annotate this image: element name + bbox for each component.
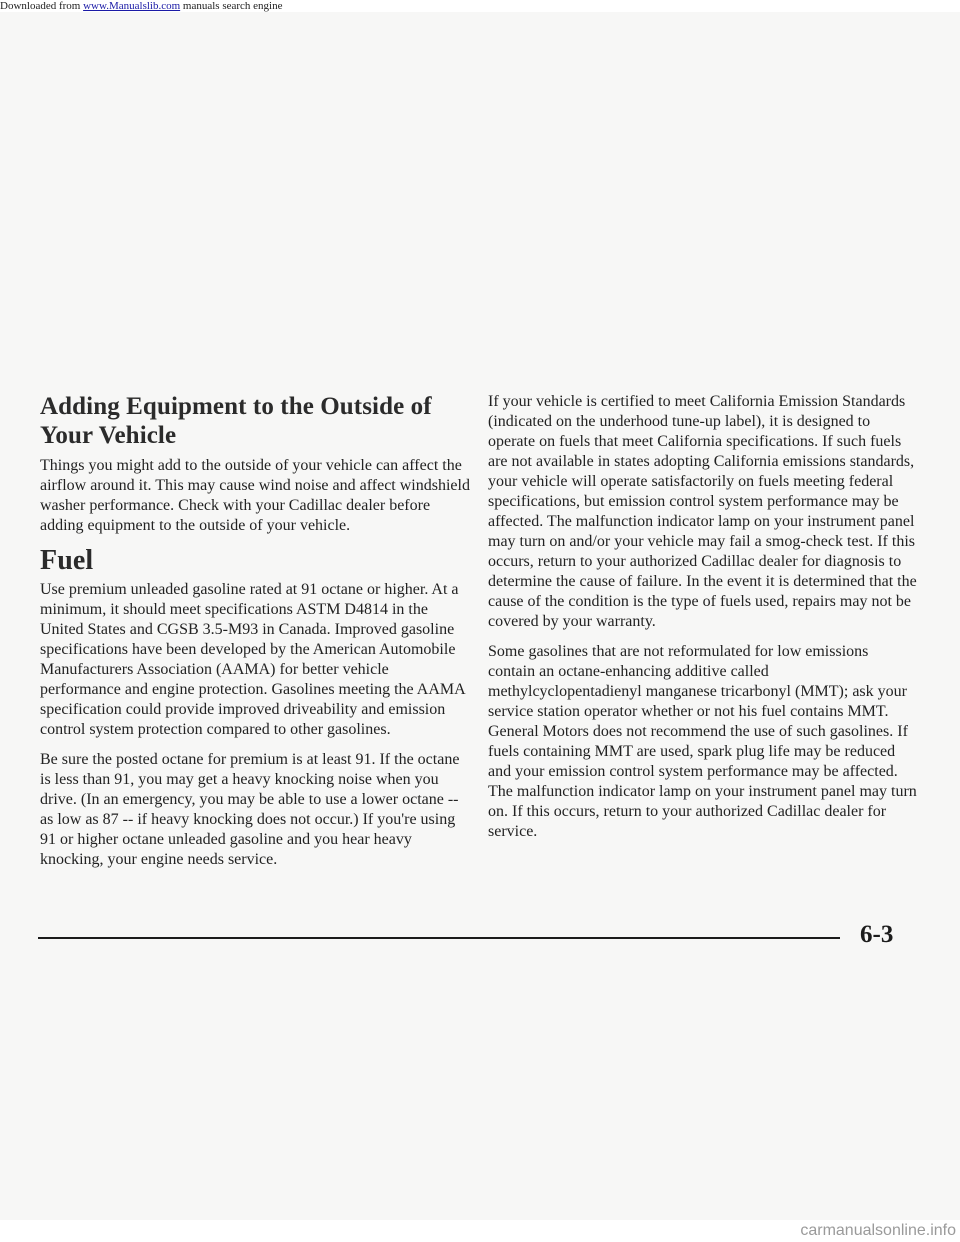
manual-page: [0, 12, 960, 1220]
banner-prefix: Downloaded from: [0, 0, 84, 12]
download-banner: [0, 0, 960, 12]
right-column: [488, 392, 918, 842]
page-number: 6-3: [860, 921, 894, 948]
paragraph-adding-equipment: Things you might add to the outside of your vehicle can affect the airflow around it. This may cause wind noise and affect windshield washer performance. Check with your Cadillac dealer before adding equipment to the outside of your vehicle.: [40, 457, 470, 534]
footer-watermark: [0, 1220, 960, 1242]
left-column: [40, 392, 470, 870]
footer-watermark-text: carmanualsonline.info: [800, 1222, 956, 1239]
paragraph-california-emission: If your vehicle is certified to meet California Emission Standards (indicated on the underhood tune-up label), it is designed to operate on fuels that meet California specifications. If such fuels are not available in states adopting California emissions standards, your vehicle will operate satisfactorily on fuels meeting federal specifications, but emission control system performance may be affected. The malfunction indicator lamp on your instrument panel may turn on and/or your vehicle may fail a smog-check test. If this occurs, return to your authorized Cadillac dealer for diagnosis to determine the cause of failure. In the event it is determined that the cause of the condition is the type of fuels used, repairs may not be covered by your warranty.: [488, 393, 917, 630]
heading-adding-equipment: Adding Equipment to the Outside of Your Vehicle: [40, 393, 432, 449]
paragraph-mmt: Some gasolines that are not reformulated for low emissions contain an octane-enhancing additive called methylcyclopentadienyl manganese tricarbonyl (MMT); ask your service station operator whether or not his fuel contains MMT. General Motors does not recommend the use of such gasolines. If fuels containing MMT are used, spark plug life may be reduced and your emission control system performance may be affected. The malfunction indicator lamp on your instrument panel may turn on. If this occurs, return to your authorized Cadillac dealer for service.: [488, 643, 917, 840]
paragraph-octane: Be sure the posted octane for premium is at least 91. If the octane is less than 91, you may get a heavy knocking noise when you drive. (In an emergency, you may be able to use a lower octane -- as low as 87 -- if heavy knocking does not occur.) If you're using 91 or higher octane unleaded gasoline and you hear heavy knocking, your engine needs service.: [40, 751, 460, 868]
banner-suffix: manuals search engine: [180, 0, 283, 12]
manualslib-link[interactable]: www.Manualslib.com: [83, 0, 181, 12]
heading-fuel: Fuel: [40, 545, 94, 576]
bottom-rule: [38, 937, 840, 939]
paragraph-premium-gasoline: Use premium unleaded gasoline rated at 91 octane or higher. At a minimum, it should meet specifications ASTM D4814 in the United States and CGSB 3.5-M93 in Canada. Improved gasoline specifications have been developed by the American Automobile Manufacturers Association (AAMA) for better vehicle performance and engine protection. Gasolines meeting the AAMA specification could provide improved driveability and emission control system protection compared to other gasolines.: [40, 581, 465, 738]
